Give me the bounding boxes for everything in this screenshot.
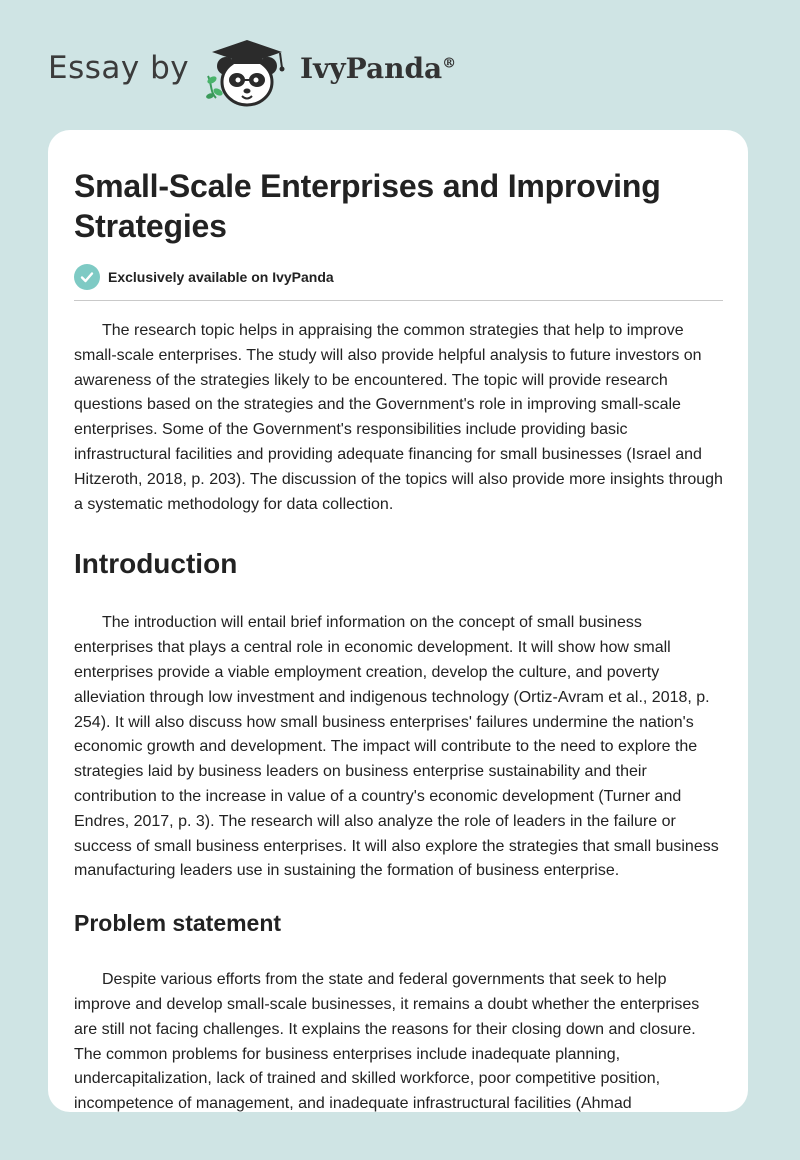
article-title: Small-Scale Enterprises and Improving Strategies <box>74 168 661 244</box>
brand-name[interactable]: IvyPanda® <box>300 52 457 85</box>
section-heading-problem-statement: Problem statement <box>74 910 282 937</box>
intro-paragraph: The research topic helps in appraising the common strategies that help to improve small-scale enterprises. The study will also provide helpful analysis to future investors on awareness of the strategies likely to be encountered. The topic will provide research questions based on the strategies and the Government's role in improving small-scale enterprises. Some of the Government's responsibilities include providing basic infrastructural facilities and providing adequate financing for small businesses (Israel and Hitzeroth, 2018, p. 203). The discussion of the topics will also provide more insights through a systematic methodology for data collection. <box>74 322 723 513</box>
section-heading-introduction: Introduction <box>74 548 238 580</box>
divider <box>74 300 723 301</box>
essay-by-label: Essay by <box>48 50 190 86</box>
registered-mark: ® <box>442 55 457 72</box>
section-paragraph-problem-statement: Despite various efforts from the state and federal governments that seek to help improve and develop small-scale businesses, it remains a doubt whether the enterprises are still not facing challenges. It explains the reasons for their closing down and closure. The common problems for business enterprises include inadequate planning, undercapitalization, lack of trained and skilled workforce, poor competitive position, incompetence of management, and inadequate infrastructural facilities (Ahmad <box>74 971 700 1112</box>
checkmark-icon <box>74 264 100 290</box>
panda-logo-icon[interactable] <box>202 36 292 108</box>
site-header <box>48 36 748 108</box>
exclusive-badge-label: Exclusively available on IvyPanda <box>108 269 334 285</box>
exclusive-badge <box>74 264 723 290</box>
section-paragraph-introduction: The introduction will entail brief information on the concept of small business enterprises that plays a central role in economic development. It will show how small enterprises provide a viable employment creation, develop the culture, and poverty alleviation through low investment and indigenous technology (Ortiz-Avram et al., 2018, p. 254). It will also discuss how small business enterprises' failures undermine the nation's economic growth and development. The impact will contribute to the need to explore the strategies laid by business leaders on business enterprise sustainability and their contribution to the increase in value of a country's economic development (Turner and Endres, 2017, p. 3). The research will also analyze the role of leaders in the failure or success of small business enterprises. It will also explore the strategies that small business manufacturing leaders use in sustaining the formation of business enterprise. <box>74 614 719 880</box>
article-card <box>48 130 748 1112</box>
